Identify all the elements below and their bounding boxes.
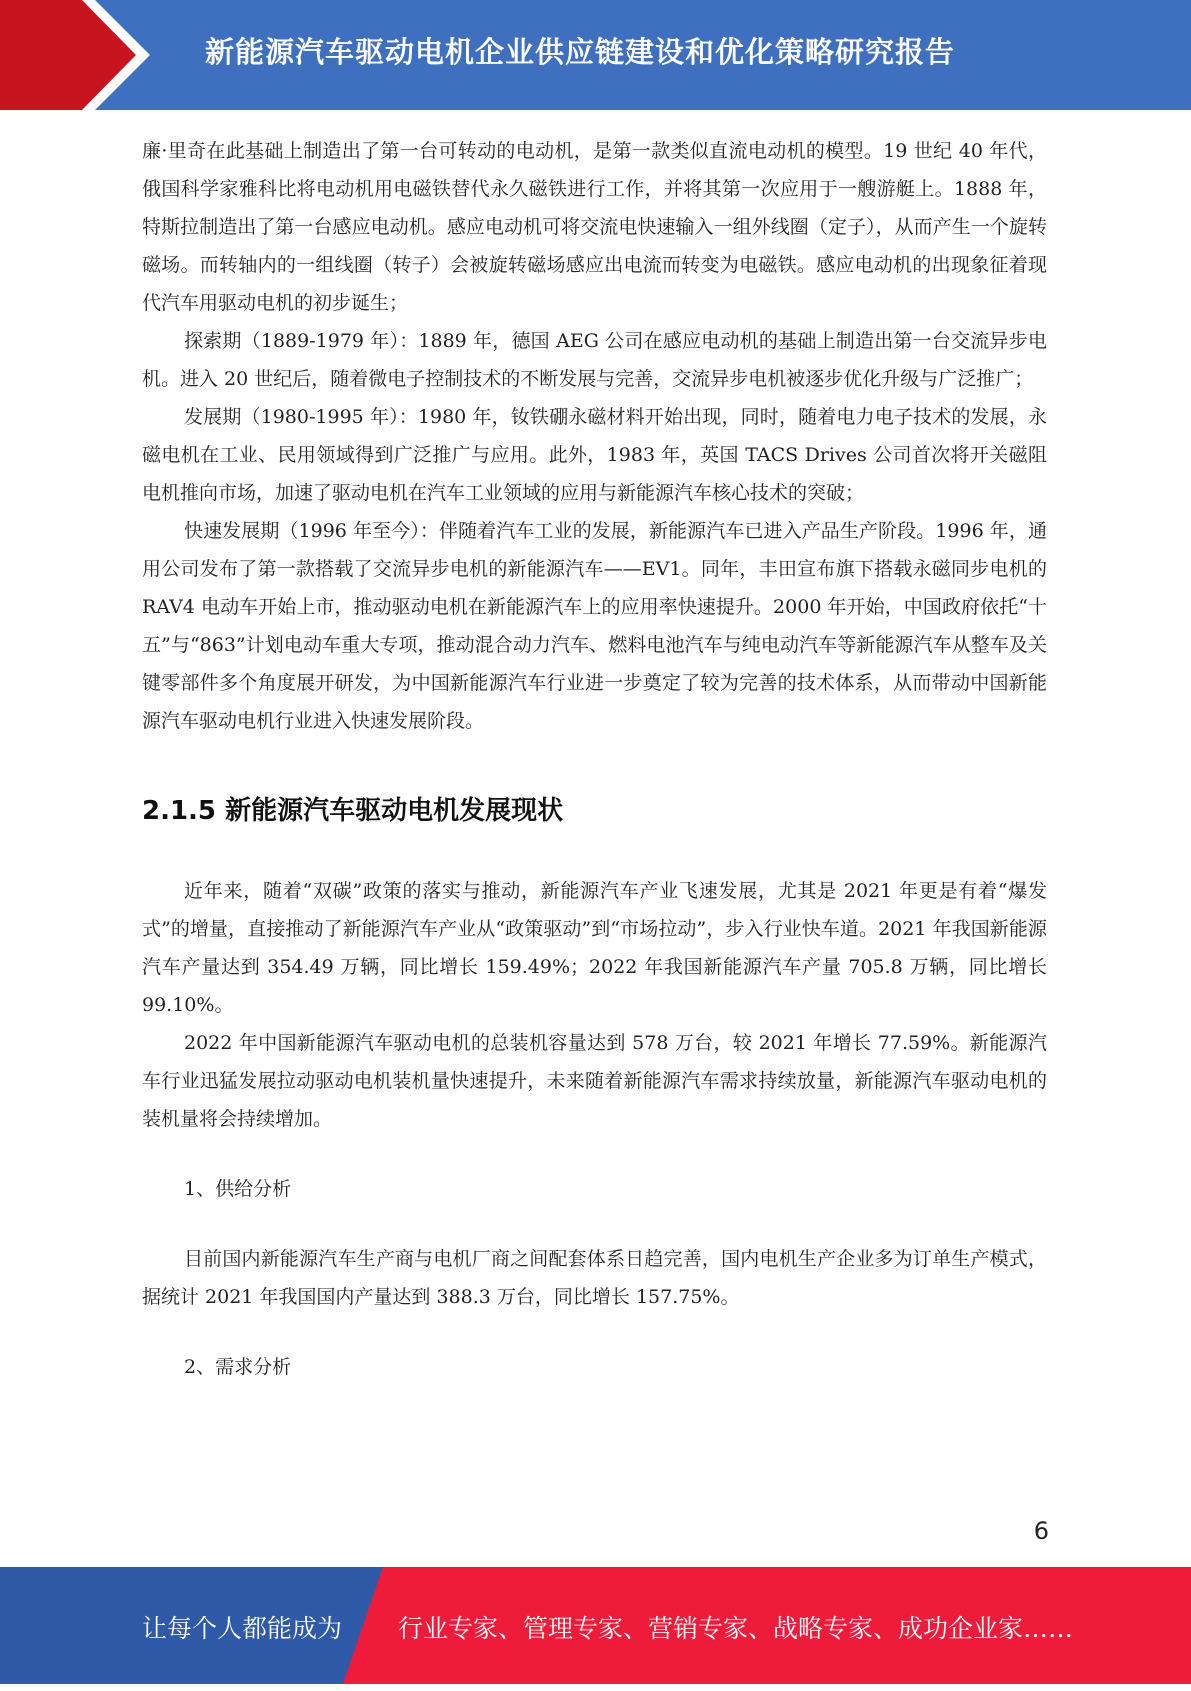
header-arrow-graphic: [0, 0, 160, 110]
footer-slogan-right: 行业专家、管理专家、营销专家、战略专家、成功企业家……: [398, 1614, 1074, 1643]
paragraph-rapid-development-period: 快速发展期（1996 年至今）：伴随着汽车工业的发展，新能源汽车已进入产品生产阶段。1996 年，通用公司发布了第一款搭载了交流异步电机的新能源汽车——EV1。同年，丰田宣布旗下搭载永磁同步电机的 RAV4 电动车开始上市，推动驱动电机在新能源汽车上的应用率快速提升。2000 年开始，中国政府依托“十五”与“863”计划电动车重大专项，推动混合动力汽车、燃料电池汽车与纯电动汽车等新能源汽车从整车及关键零部件多个角度展开研发，为中国新能源汽车行业进一步奠定了较为完善的技术体系，从而带动中国新能源汽车驱动电机行业进入快速发展阶段。: [142, 520, 1047, 732]
paragraph-history-intro: 廉·里奇在此基础上制造出了第一台可转动的电动机，是第一款类似直流电动机的模型。19 世纪 40 年代，俄国科学家雅科比将电动机用电磁铁替代永久磁铁进行工作，并将其第一次应用于一艘游艇上。1888 年，特斯拉制造出了第一台感应电动机。感应电动机可将交流电快速输入一组外线圈（定子），从而产生一个旋转磁场。而转轴内的一组线圈（转子）会被旋转磁场感应出电流而转变为电磁铁。感应电动机的出现象征着现代汽车用驱动电机的初步诞生；: [142, 140, 1047, 314]
subheading-supply-analysis: 1、供给分析: [184, 1178, 292, 1200]
footer-slogan-left: 让每个人都能成为: [142, 1614, 343, 1643]
report-title: 新能源汽车驱动电机企业供应链建设和优化策略研究报告: [205, 35, 956, 69]
page-footer: [0, 1567, 1191, 1684]
paragraph-industry-growth: 近年来，随着“双碳”政策的落实与推动，新能源汽车产业飞速发展，尤其是 2021 年更是有着“爆发式”的增量，直接推动了新能源汽车产业从“政策驱动”到“市场拉动”，步入行业快车道。2021 年我国新能源汽车产量达到 354.49 万辆，同比增长 159.49%；2022 年我国新能源汽车产量 705.8 万辆，同比增长 99.10%。: [142, 880, 1047, 1016]
page-number: 6: [1033, 1517, 1049, 1545]
paragraph-development-period: 发展期（1980-1995 年）：1980 年，钕铁硼永磁材料开始出现，同时，随着电力电子技术的发展，永磁电机在工业、民用领域得到广泛推广与应用。此外，1983 年，英国 TACS Drives 公司首次将开关磁阻电机推向市场，加速了驱动电机在汽车工业领域的应用与新能源汽车核心技术的突破；: [142, 406, 1047, 504]
paragraph-supply-analysis: 目前国内新能源汽车生产商与电机厂商之间配套体系日趋完善，国内电机生产企业多为订单生产模式，据统计 2021 年我国国内产量达到 388.3 万台，同比增长 157.75%。: [142, 1248, 1047, 1308]
section-heading: 2.1.5 新能源汽车驱动电机发展现状: [142, 796, 564, 826]
main-content: [142, 132, 1047, 1386]
paragraph-motor-installations: 2022 年中国新能源汽车驱动电机的总装机容量达到 578 万台，较 2021 年增长 77.59%。新能源汽车行业迅猛发展拉动驱动电机装机量快速提升，未来随着新能源汽车需求持续放量，新能源汽车驱动电机的装机量将会持续增加。: [142, 1032, 1047, 1130]
page-header: [0, 0, 1191, 110]
paragraph-exploration-period: 探索期（1889-1979 年）：1889 年，德国 AEG 公司在感应电动机的基础上制造出第一台交流异步电机。进入 20 世纪后，随着微电子控制技术的不断发展与完善，交流异步电机被逐步优化升级与广泛推广；: [142, 330, 1047, 390]
subheading-demand-analysis: 2、需求分析: [184, 1356, 292, 1378]
